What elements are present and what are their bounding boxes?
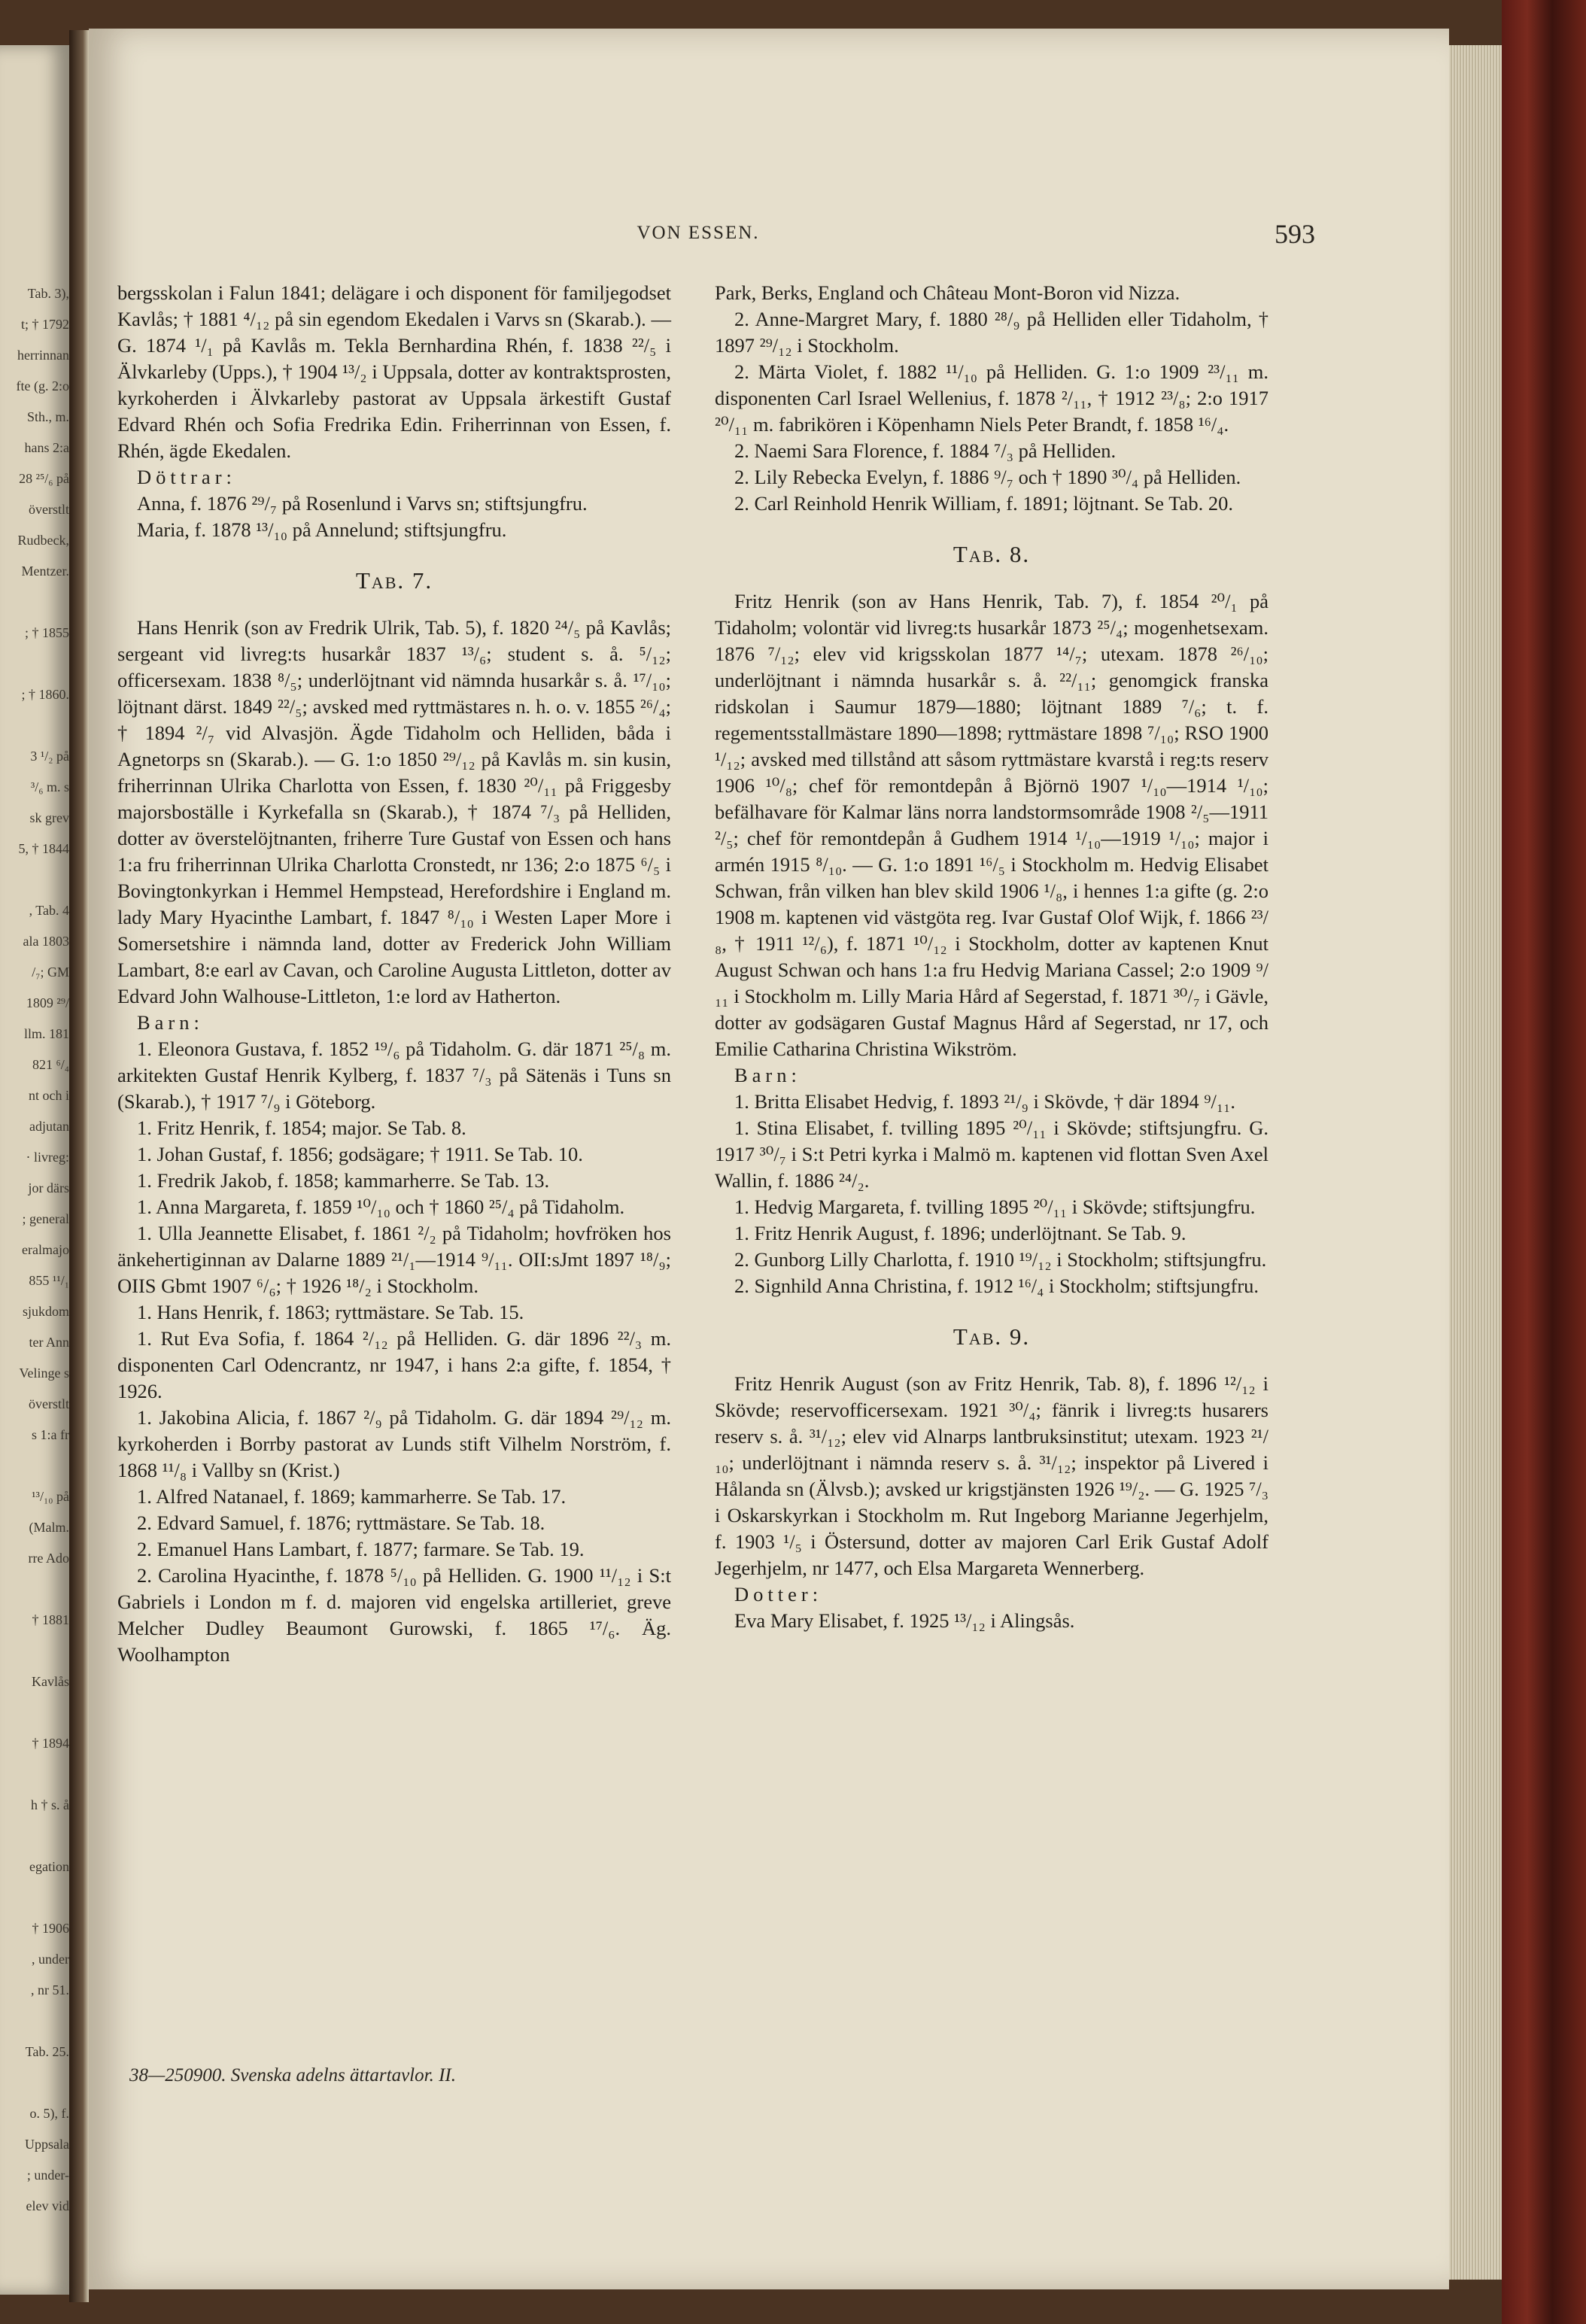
sliver-line: sk grev	[29, 810, 69, 825]
right-column	[715, 280, 1268, 1634]
sliver-line: Kavlås	[32, 1674, 69, 1689]
sliver-line: h † s. å	[31, 1797, 69, 1812]
sliver-line: jor därs	[28, 1180, 69, 1195]
book-spine	[1502, 0, 1586, 2324]
sliver-line: , under	[32, 1952, 69, 1967]
sliver-line: sjukdom	[22, 1304, 69, 1319]
page-edges	[1449, 45, 1502, 2280]
sliver-line: elev vid	[26, 2198, 69, 2213]
sliver-line: † 1894	[32, 1736, 69, 1751]
paragraph: 2. Edvard Samuel, f. 1876; ryttmästare. Se Tab. 18.	[137, 1511, 545, 1534]
sliver-line: ; † 1855	[24, 625, 69, 640]
paragraph: 1. Hans Henrik, f. 1863; ryttmästare. Se Tab. 15.	[137, 1301, 524, 1323]
subheading: Dotter:	[734, 1583, 823, 1606]
paragraph: Maria, f. 1878 ¹³/₁₀ på Annelund; stiftsjungfru.	[137, 518, 507, 541]
section-title: Tab. 9.	[953, 1323, 1031, 1350]
page-header	[119, 219, 1315, 253]
paragraph: 2. Gunborg Lilly Charlotta, f. 1910 ¹⁹/₁₂ i Stockholm; stiftsjungfru.	[734, 1248, 1267, 1271]
sliver-line: Uppsala	[25, 2137, 69, 2152]
sliver-line: Sth., m.	[26, 409, 69, 424]
sliver-line: o. 5), f.	[29, 2106, 69, 2121]
sliver-line: ; under-	[26, 2168, 69, 2183]
sliver-line: nt och i	[29, 1088, 69, 1103]
paragraph: 1. Fritz Henrik August, f. 1896; underlöjtnant. Se Tab. 9.	[734, 1222, 1186, 1244]
sliver-line: fte (g. 2:o	[16, 378, 69, 393]
paragraph: Fritz Henrik August (son av Fritz Henrik, Tab. 8), f. 1896 ¹²/₁₂ i Skövde; reservofficersexam. 1921 ³⁰/₄; fänrik i livreg:ts husarers reserv s. å. ³¹/₁₂; elev vid Alnarps lantbruksinstitut; utexam. 1923 ²¹/₁₀; underlöjtnant i nämnda reserv s. å. ³¹/₁₂; inspektor på Livered i Hålanda sn (Älvsb.); avsked ur krigstjänsten 1926 ¹⁹/₂. — G. 1925 ⁷/₃ i Oskarskyrkan i Stockholm m. Rut Ingeborg Marianne Jegerhjelm, f. 1903 ¹/₅ i Östersund, dotter av majoren Carl Erik Gustaf Adolf Jegerhjelm, nr 1477, och Elsa Margareta Wennerberg.	[715, 1372, 1268, 1579]
paragraph: 2. Carl Reinhold Henrik William, f. 1891; löjtnant. Se Tab. 20.	[734, 492, 1233, 515]
paragraph: 1. Hedvig Margareta, f. tvilling 1895 ²⁰/₁₁ i Skövde; stiftsjungfru.	[734, 1195, 1256, 1218]
paragraph: 2. Märta Violet, f. 1882 ¹¹/₁₀ på Helliden. G. 1:o 1909 ²³/₁₁ m. disponenten Carl Israel Wellenius, f. 1878 ²/₁₁, † 1912 ²³/₈; 2:o 1917 ²⁰/₁₁ m. fabrikören i Köpenhamn Niels Peter Brandt, f. 1858 ¹⁶/₄.	[715, 360, 1268, 436]
paragraph: 1. Rut Eva Sofia, f. 1864 ²/₁₂ på Helliden. G. där 1896 ²²/₃ m. disponenten Carl Odencrantz, nr 1947, i hans 2:a gifte, f. 1854, † 1926.	[117, 1327, 671, 1402]
sliver-line: † 1906	[32, 1921, 69, 1936]
sliver-line: rre Ado	[28, 1551, 69, 1566]
sliver-line: överstlt	[29, 1396, 69, 1411]
paragraph: 1. Anna Margareta, f. 1859 ¹⁰/₁₀ och † 1860 ²⁵/₄ på Tidaholm.	[137, 1195, 625, 1218]
sliver-line: Velinge s	[19, 1366, 69, 1381]
paragraph: 1. Johan Gustaf, f. 1856; godsägare; † 1911. Se Tab. 10.	[137, 1143, 583, 1165]
paragraph: 2. Carolina Hyacinthe, f. 1878 ⁵/₁₀ på Helliden. G. 1900 ¹¹/₁₂ i S:t Gabriels i London m f. d. majoren vid engelska artilleriet, greve Melcher Dudley Beaumont Gurowski, f. 1865 ¹⁷/₆. Äg. Woolhampton	[117, 1564, 671, 1666]
sliver-line: 3 ¹/₂ på	[30, 749, 69, 764]
sliver-line: 821 ⁶/₄	[32, 1057, 69, 1072]
paragraph: 1. Fritz Henrik, f. 1854; major. Se Tab. 8.	[137, 1116, 466, 1139]
sliver-line: 855 ¹¹/₁	[29, 1273, 69, 1288]
sliver-line: ¹³/₁₀ på	[32, 1489, 69, 1504]
sliver-line: ala 1803	[23, 934, 69, 949]
sliver-line: 5, † 1844	[18, 841, 69, 856]
paragraph: 1. Eleonora Gustava, f. 1852 ¹⁹/₆ på Tidaholm. G. där 1871 ²⁵/₈ m. arkitekten Gustaf Henrik Kylberg, f. 1837 ⁷/₃ på Sätenäs i Tuns sn (Skarab.), † 1917 ⁷/₉ i Göteborg.	[117, 1037, 671, 1113]
paragraph: Fritz Henrik (son av Hans Henrik, Tab. 7), f. 1854 ²⁰/₁ på Tidaholm; volontär vid livreg:ts husarkår 1873 ²⁵/₄; mogenhetsexam. 1876 ⁷/₁₂; elev vid krigsskolan 1877 ¹⁴/₇; utexam. 1878 ²⁶/₁₀; underlöjtnant i nämnda husarkår s. å. ²²/₁₁; genomgick franska ridskolan i Saumur 1879—1880; löjtnant 1889 ⁷/₆; t. f. regementsstallmästare 1890—1898; ryttmästare 1898 ⁷/₁₀; RSO 1900 ¹/₁₂; avsked med tillstånd att såsom ryttmästare kvarstå i reg:ts reserv 1906 ¹⁰/₈; chef för remontdepån å Björnö 1907 ¹/₁₀—1914 ¹/₁₀; befälhavare för Kalmar läns norra landstormsområde 1908 ²/₅—1911 ²/₅; chef för remontdepån å Gudhem 1914 ¹/₁₀—1919 ¹/₁₀; major i armén 1915 ⁸/₁₀. — G. 1:o 1891 ¹⁶/₅ i Stockholm m. Hedvig Elisabet Schwan, från vilken han blev skild 1906 ¹/₈, i hennes 1:a gifte (g. 2:o 1908 m. kaptenen vid västgöta reg. Ivar Gustaf Olof Wijk, f. 1866 ²³/₈, † 1911 ¹²/₆), f. 1871 ¹⁰/₁₂ i Stockholm, dotter av kaptenen Knut August Schwan och hans 1:a fru Hedvig Mariana Cassel; 2:o 1909 ⁹/₁₁ i Stockholm m. Lilly Maria Hård af Segerstad, f. 1871 ³⁰/₇ i Gävle, dotter av godsägaren Gustaf Magnus Hård af Segerstad, nr 17, och Emilie Catharina Christina Wikström.	[715, 590, 1268, 1060]
left-page-sliver	[0, 45, 69, 2295]
subheading: Barn:	[137, 1011, 204, 1034]
subheading: Döttrar:	[137, 466, 236, 488]
sliver-line: llm. 181	[23, 1026, 69, 1041]
paragraph: 2. Anne-Margret Mary, f. 1880 ²⁸/₉ på Helliden eller Tidaholm, † 1897 ²⁹/₁₂ i Stockholm.	[715, 308, 1268, 357]
paragraph: 1. Alfred Natanael, f. 1869; kammarherre. Se Tab. 17.	[137, 1485, 567, 1508]
section-title: Tab. 8.	[953, 541, 1031, 567]
sliver-line: ter Ann	[29, 1335, 69, 1350]
paragraph: 1. Ulla Jeannette Elisabet, f. 1861 ²/₂ på Tidaholm; hovfröken hos änkehertiginnan av Dalarne 1889 ²¹/₁—1914 ⁹/₁₁. OII:sJmt 1897 ¹⁸/₉; OIIS Gbmt 1907 ⁶/₆; † 1926 ¹⁸/₂ i Stockholm.	[117, 1222, 671, 1297]
page-number: 593	[1275, 219, 1315, 249]
running-head: VON ESSEN.	[637, 223, 760, 243]
sliver-line: Tab. 3),	[27, 286, 69, 301]
left-column	[117, 280, 671, 1668]
paragraph: Hans Henrik (son av Fredrik Ulrik, Tab. 5), f. 1820 ²⁴/₅ på Kavlås; sergeant vid livreg:ts husarkår 1837 ¹³/₆; student s. å. ⁵/₁₂; officersexam. 1838 ⁸/₅; underlöjtnant vid nämnda husarkår s. å. ¹⁷/₁₀; löjtnant därst. 1849 ²²/₅; avsked med ryttmästares n. h. o. v. 1855 ²⁶/₄; † 1894 ²/₇ vid Alvasjön. Ägde Tidaholm och Helliden, båda i Agnetorps sn (Skarab.). — G. 1:o 1850 ²⁹/₁₂ på Kavlås m. sin kusin, friherrinnan Ulrika Charlotta von Essen, f. 1830 ²⁰/₁₁ på Friggesby majorsboställe i Kyrkefalla sn (Skarab.), † 1874 ⁷/₃ på Helliden, dotter av överstelöjtnanten, friherre Ture Gustaf von Essen och hans 1:a fru friherrinnan Ulrika Charlotta Cronstedt, nr 136; 2:o 1875 ⁶/₅ i Bovingtonkyrkan i Hemmel Hempstead, Herefordshire i England m. lady Mary Hyacinthe Lambart, f. 1847 ⁸/₁₀ i Westen Laper More i Somersetshire i nämnda land, dotter av Frederick John William Lambart, 8:e earl av Cavan, och Caroline Augusta Littleton, dotter av Edvard John Walhouse-Littleton, 1:e lord av Hatherton.	[117, 616, 671, 1007]
paragraph: 1. Britta Elisabet Hedvig, f. 1893 ²¹/₉ i Skövde, † där 1894 ⁹/₁₁.	[734, 1090, 1235, 1113]
paragraph: 2. Emanuel Hans Lambart, f. 1877; farmare. Se Tab. 19.	[137, 1538, 585, 1560]
sliver-line: ³/₆ m. s	[30, 779, 69, 794]
sliver-line: 28 ²⁵/₆ på	[19, 471, 69, 486]
book-gutter	[69, 30, 89, 2302]
sliver-line: , Tab. 4	[29, 903, 69, 918]
sliver-line: · livreg:	[26, 1150, 69, 1165]
paragraph: Anna, f. 1876 ²⁹/₇ på Rosenlund i Varvs sn; stiftsjungfru.	[137, 492, 588, 515]
sliver-line: eralmajo	[22, 1242, 69, 1257]
sliver-line: s 1:a fr	[32, 1427, 69, 1442]
sliver-line: , nr 51.	[31, 1982, 69, 1997]
paragraph: bergsskolan i Falun 1841; delägare i och disponent för familjegodset Kavlås; † 1881 ⁴/₁₂ på sin egendom Ekedalen i Varvs sn (Skarab.). — G. 1874 ¹/₁ på Kavlås m. Tekla Bernhardina Rhén, f. 1838 ²²/₅ i Älvkarleby (Upps.), † 1904 ¹³/₂ i Uppsala, dotter av kontraktsprosten, kyrkoherden i Älvkarleby pastorat av Uppsala ärkestift Gustaf Edvard Rhén och Sofia Fredrika Edin. Friherrinnan von Essen, f. Rhén, ägde Ekedalen.	[117, 281, 671, 462]
sliver-line: † 1881	[32, 1612, 69, 1627]
paragraph: 1. Stina Elisabet, f. tvilling 1895 ²⁰/₁₁ i Skövde; stiftsjungfru. G. 1917 ³⁰/₇ i S:t Petri kyrka i Malmö m. kaptenen vid flottan Sven Axel Wallin, f. 1886 ²⁴/₂.	[715, 1116, 1268, 1192]
sliver-line: ; general	[22, 1211, 69, 1226]
sliver-line: adjutan	[29, 1119, 69, 1134]
paragraph: 2. Signhild Anna Christina, f. 1912 ¹⁶/₄ i Stockholm; stiftsjungfru.	[734, 1274, 1259, 1297]
sliver-line: ; † 1860.	[21, 687, 69, 702]
sliver-line: Tab. 25.	[25, 2044, 69, 2059]
sliver-line: /₇; GM	[32, 965, 69, 980]
sliver-line: hans 2:a	[24, 440, 69, 455]
sliver-line: t; † 1792	[20, 317, 69, 332]
sliver-line: 1809 ²⁹/	[26, 995, 69, 1010]
sliver-line: (Malm.	[29, 1520, 69, 1535]
paragraph: 1. Fredrik Jakob, f. 1858; kammarherre. Se Tab. 13.	[137, 1169, 550, 1192]
paragraph: Eva Mary Elisabet, f. 1925 ¹³/₁₂ i Alingsås.	[734, 1609, 1075, 1632]
section-title: Tab. 7.	[355, 567, 433, 594]
sliver-line: Mentzer.	[21, 564, 69, 579]
sliver-line: herrinnan	[17, 348, 69, 363]
sliver-line: överstlt	[29, 502, 69, 517]
subheading: Barn:	[734, 1064, 801, 1086]
footer-note: 38—250900. Svenska adelns ättartavlor. II.	[129, 2065, 456, 2086]
paragraph: 1. Jakobina Alicia, f. 1867 ²/₉ på Tidaholm. G. där 1894 ²⁹/₁₂ m. kyrkoherden i Borrby pastorat av Lunds stift Vilhelm Norström, f. 1868 ¹¹/₈ i Vallby sn (Krist.)	[117, 1406, 671, 1481]
sliver-line: Rudbeck,	[17, 533, 69, 548]
paragraph: 2. Lily Rebecka Evelyn, f. 1886 ⁹/₇ och † 1890 ³⁰/₄ på Helliden.	[734, 466, 1241, 488]
paragraph: Park, Berks, England och Château Mont-Boron vid Nizza.	[715, 281, 1180, 304]
sliver-line: egation	[29, 1859, 69, 1874]
paragraph: 2. Naemi Sara Florence, f. 1884 ⁷/₃ på Helliden.	[734, 439, 1117, 462]
